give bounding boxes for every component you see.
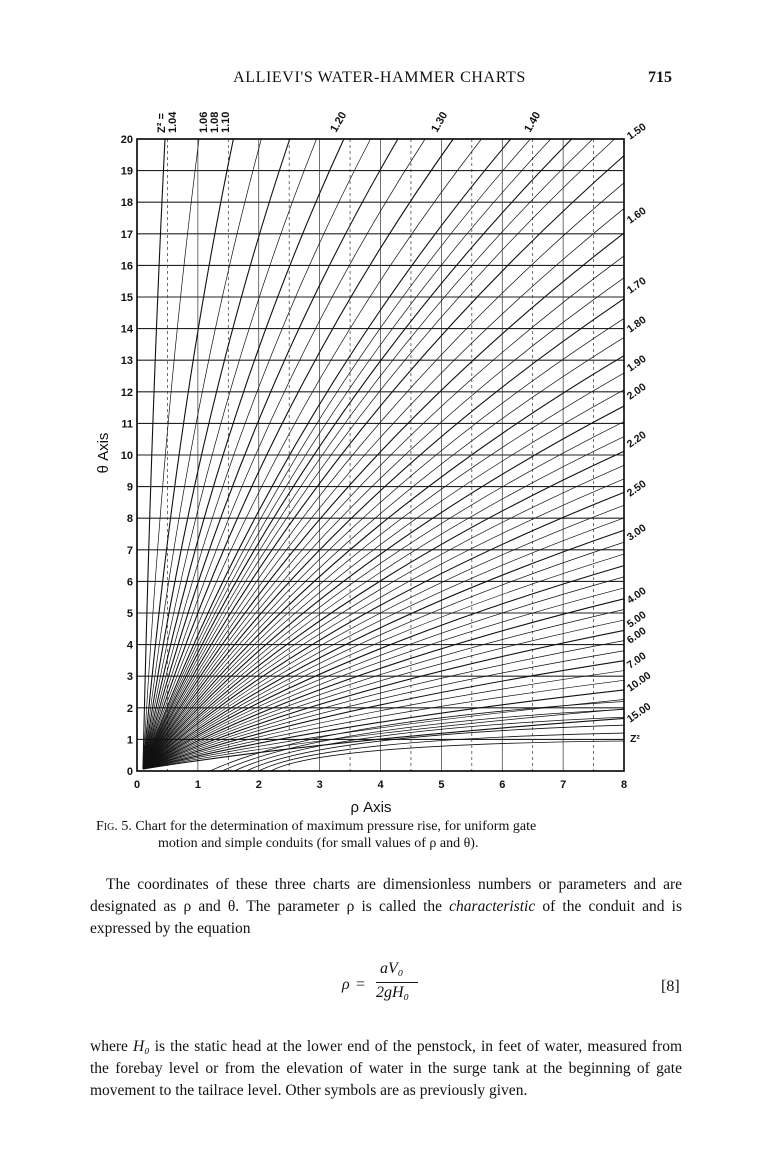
y-axis-label: θ Axis xyxy=(95,432,112,474)
equation-number: [8] xyxy=(661,978,680,995)
para1-italic-term: characteristic xyxy=(449,898,536,915)
curve-label-right: 2.20 xyxy=(624,428,649,451)
curve-label-right: 1.60 xyxy=(624,204,649,227)
paragraph-characteristic xyxy=(90,874,682,940)
running-title: ALLIEVI'S WATER-HAMMER CHARTS xyxy=(233,69,526,86)
y-tick-label: 6 xyxy=(126,576,133,589)
caption-line-2: motion and simple conduits (for small values of ρ and θ). xyxy=(158,836,479,851)
equation-equals: = xyxy=(356,976,366,993)
curve-label-top: 1.30 xyxy=(429,109,451,135)
y-tick-label: 17 xyxy=(120,228,133,241)
para2-text-a: where xyxy=(90,1038,133,1055)
curve-label-top: 1.20 xyxy=(328,109,350,135)
curve-label-top: 1.04 xyxy=(167,111,179,133)
x-tick-label: 3 xyxy=(316,779,323,791)
y-tick-label: 19 xyxy=(120,165,133,178)
y-tick-label: 16 xyxy=(120,260,133,273)
curve-label-right: 5.00 xyxy=(624,608,649,631)
y-tick-label: 11 xyxy=(121,418,133,431)
equation-lhs: ρ xyxy=(342,976,350,993)
figure-label: Fig. 5. xyxy=(96,819,132,834)
equation-denominator: 2gH₀ xyxy=(376,984,410,1001)
y-tick-label: 15 xyxy=(120,292,133,304)
curve-label-right: 1.70 xyxy=(624,274,649,297)
curve-label-right: 2.50 xyxy=(624,477,649,500)
x-tick-label: 5 xyxy=(438,779,445,791)
para1-text-a: The coordinates of these three charts are dimensionless numbers or parameters and are designated as ρ and θ. The parameter ρ is called the xyxy=(90,876,682,915)
x-tick-label: 6 xyxy=(499,779,506,791)
para2-variable: H₀ xyxy=(133,1038,150,1055)
curve-label-top: Z² = xyxy=(156,113,168,133)
x-axis-label: ρ Axis xyxy=(350,799,392,816)
x-tick-label: 7 xyxy=(560,779,567,791)
para1-text-b: of the conduit and is expressed by the equation xyxy=(90,898,682,937)
chart-grid xyxy=(137,139,624,771)
y-tick-label: 0 xyxy=(126,766,133,778)
curve-label-top: 1.06 xyxy=(198,111,210,133)
y-tick-label: 1 xyxy=(126,734,133,747)
y-tick-label: 4 xyxy=(126,639,133,652)
curve-label-right: 1.50 xyxy=(624,120,649,143)
x-tick-label: 1 xyxy=(194,779,201,791)
equation-fraction-bar xyxy=(376,982,418,983)
x-tick-label: 8 xyxy=(620,779,628,791)
y-tick-label: 12 xyxy=(120,386,133,399)
chart-curve xyxy=(247,725,624,771)
y-tick-label: 3 xyxy=(126,671,133,684)
y-tick-label: 2 xyxy=(126,702,133,715)
page-number: 715 xyxy=(648,69,672,86)
curve-label-right: 3.00 xyxy=(624,521,649,544)
curve-label-right: 10.00 xyxy=(624,669,654,695)
curve-label-right: 1.80 xyxy=(624,313,649,336)
x-tick-label: 0 xyxy=(133,779,141,791)
equation-8 xyxy=(342,960,482,1020)
chart-curve xyxy=(143,233,624,769)
curve-label-top: 1.08 xyxy=(209,111,221,133)
x-tick-label: 2 xyxy=(255,779,262,791)
y-tick-label: 13 xyxy=(120,355,133,368)
x-tick-label: 4 xyxy=(377,779,384,791)
y-tick-label: 10 xyxy=(120,450,133,462)
curve-label-top: 1.10 xyxy=(220,111,232,133)
y-tick-label: 9 xyxy=(126,481,133,494)
y-tick-label: 20 xyxy=(120,134,133,146)
curve-label-right: 2.00 xyxy=(624,380,649,403)
chart-curve xyxy=(143,554,624,769)
paragraph-static-head xyxy=(90,1036,682,1102)
curve-label-right: 4.00 xyxy=(624,584,649,607)
para2-text-b: is the static head at the lower end of the penstock, in feet of water, measured from the forebay level or from the elevation of water in the surge tank at the beginning of gate movement to the tailrace level. Other symbols are as previously given. xyxy=(90,1038,682,1099)
y-tick-label: 18 xyxy=(120,197,133,210)
curve-label-right: Z² xyxy=(630,733,640,745)
chart-curve xyxy=(143,680,624,769)
y-tick-label: 8 xyxy=(126,513,133,526)
y-tick-label: 14 xyxy=(120,323,133,336)
figure-caption xyxy=(96,818,686,852)
curve-label-right: 1.90 xyxy=(624,352,649,375)
caption-line-1: Chart for the determination of maximum pressure rise, for uniform gate xyxy=(135,819,537,834)
curve-label-top: 1.40 xyxy=(522,109,544,135)
curve-label-right: 7.00 xyxy=(624,649,649,672)
curve-label-right: 15.00 xyxy=(624,700,654,726)
y-tick-label: 5 xyxy=(126,608,133,620)
y-tick-label: 7 xyxy=(126,544,133,557)
equation-numerator: aV₀ xyxy=(380,960,404,977)
curve-label-right: 6.00 xyxy=(624,624,649,647)
